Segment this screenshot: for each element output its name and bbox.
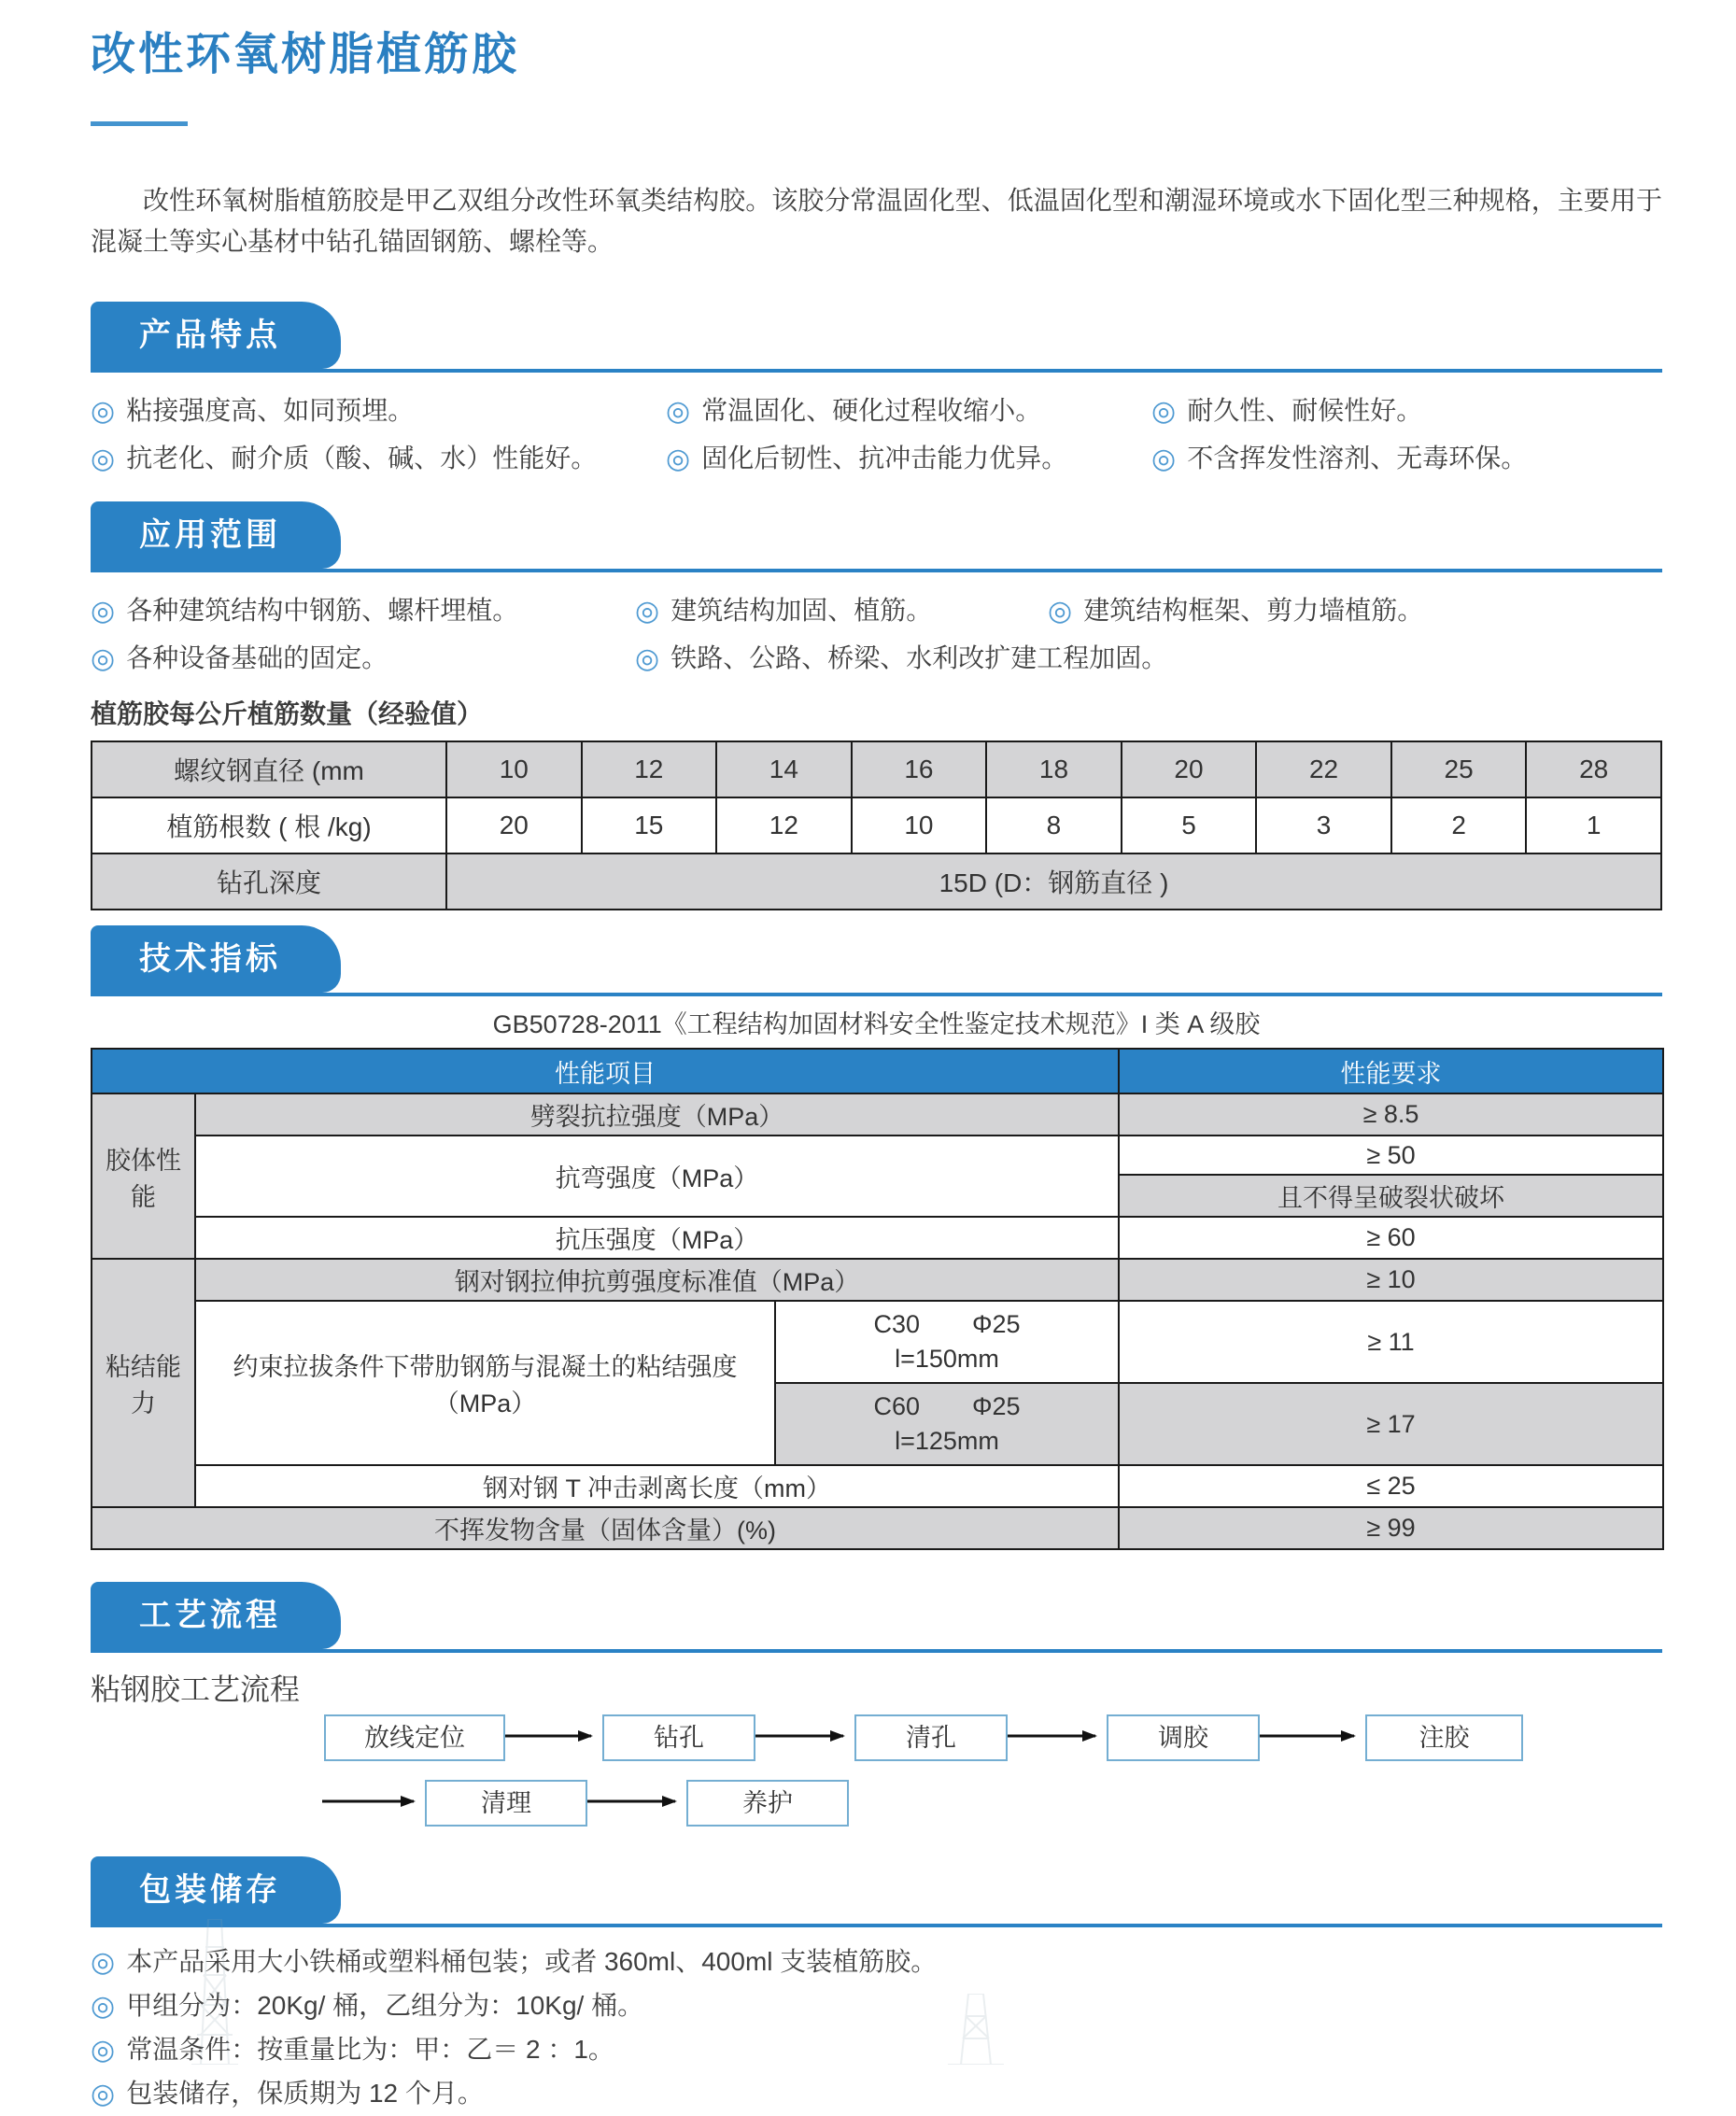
bullet-icon: ◎ bbox=[91, 1991, 116, 2022]
specs-badge: 技术指标 bbox=[91, 925, 341, 993]
application-item-text: 各种建筑结构中钢筋、螺杆埋植。 bbox=[126, 596, 519, 625]
table-cell: 25 bbox=[1391, 741, 1527, 797]
bullet-icon: ◎ bbox=[91, 596, 116, 627]
packaging-item-text: 常温条件：按重量比为：甲：乙＝ 2 ：1。 bbox=[126, 2035, 614, 2064]
table-row bbox=[92, 1301, 1663, 1383]
table-row bbox=[92, 797, 1661, 853]
table-cell: 28 bbox=[1526, 741, 1661, 797]
concrete-grade: C30 bbox=[873, 1310, 920, 1338]
anchor-table-title: 植筋胶每公斤植筋数量（经验值） bbox=[91, 699, 484, 728]
bullet-icon: ◎ bbox=[91, 444, 116, 474]
process-flow-label: 粘钢胶工艺流程 bbox=[91, 1672, 301, 1706]
table-cell: 15 bbox=[582, 797, 717, 853]
table-cell: 12 bbox=[716, 797, 852, 853]
table-cell: 15D (D：钢筋直径 ) bbox=[446, 853, 1661, 910]
rebar-diameter: Φ25 bbox=[971, 1392, 1021, 1420]
packaging-badge: 包装储存 bbox=[91, 1856, 341, 1924]
feature-item-text: 固化后韧性、抗冲击能力优异。 bbox=[701, 444, 1068, 473]
bullet-icon: ◎ bbox=[91, 396, 116, 427]
table-header-row bbox=[92, 1049, 1663, 1093]
table-row bbox=[92, 1093, 1663, 1136]
group-header-cell: 粘结能力 bbox=[92, 1259, 195, 1507]
bullet-icon: ◎ bbox=[91, 2079, 116, 2109]
embed-length: l=150mm bbox=[895, 1345, 999, 1373]
table-row bbox=[92, 1507, 1663, 1549]
spec-label-cell: 不挥发物含量（固体含量）(%) bbox=[92, 1507, 1119, 1549]
table-cell: 8 bbox=[986, 797, 1122, 853]
packaging-item bbox=[91, 1940, 1662, 1984]
section-header-specs bbox=[91, 925, 1662, 996]
table-row bbox=[92, 1217, 1663, 1259]
features-list bbox=[91, 388, 1662, 483]
column-header-cell: 性能要求 bbox=[1119, 1049, 1663, 1093]
process-flowchart bbox=[91, 1711, 1662, 1853]
feature-item bbox=[91, 388, 666, 435]
group-header-cell: 胶体性能 bbox=[92, 1093, 195, 1259]
document-page bbox=[91, 0, 1662, 2116]
table-cell: 3 bbox=[1256, 797, 1391, 853]
table-row bbox=[92, 741, 1661, 797]
table-cell: 16 bbox=[852, 741, 987, 797]
row-header-cell: 钻孔深度 bbox=[92, 853, 446, 910]
table-row bbox=[92, 1259, 1663, 1301]
feature-item bbox=[1151, 388, 1662, 435]
table-row bbox=[92, 853, 1661, 910]
spec-label-cell: 钢对钢 T 冲击剥离长度（mm） bbox=[195, 1465, 1119, 1507]
process-badge: 工艺流程 bbox=[91, 1582, 341, 1649]
table-cell: 2 bbox=[1391, 797, 1527, 853]
packaging-list bbox=[91, 1940, 1662, 2116]
spec-label-cell: 抗压强度（MPa） bbox=[195, 1217, 1119, 1259]
concrete-grade: C60 bbox=[873, 1392, 920, 1420]
row-header-cell: 螺纹钢直径 (mm bbox=[92, 741, 446, 797]
table-cell: 18 bbox=[986, 741, 1122, 797]
packaging-item-text: 甲组分为：20Kg/ 桶，乙组分为：10Kg/ 桶。 bbox=[126, 1991, 644, 2020]
table-cell: 10 bbox=[852, 797, 987, 853]
table-cell: 1 bbox=[1526, 797, 1661, 853]
empty-cell bbox=[1048, 635, 1662, 683]
feature-item bbox=[666, 388, 1151, 435]
packaging-item bbox=[91, 2028, 1662, 2072]
condition-content bbox=[785, 1310, 1108, 1374]
spec-value-cell: ≥ 17 bbox=[1119, 1383, 1663, 1465]
spec-value-cell: ≥ 10 bbox=[1119, 1259, 1663, 1301]
packaging-item bbox=[91, 1984, 1662, 2028]
table-cell: 12 bbox=[582, 741, 717, 797]
spec-value-cell: ≤ 25 bbox=[1119, 1465, 1663, 1507]
spec-value-cell: ≥ 60 bbox=[1119, 1217, 1663, 1259]
feature-item-text: 常温固化、硬化过程收缩小。 bbox=[701, 396, 1042, 425]
feature-item-text: 抗老化、耐介质（酸、碱、水）性能好。 bbox=[126, 444, 598, 473]
spec-standard-caption: GB50728-2011《工程结构加固材料安全性鉴定技术规范》I 类 A 级胶 bbox=[492, 1010, 1261, 1038]
spec-label-cell: 抗弯强度（MPa） bbox=[195, 1136, 1119, 1217]
bullet-icon: ◎ bbox=[1151, 396, 1177, 427]
flow-step: 清孔 bbox=[854, 1714, 1008, 1761]
feature-item-text: 不含挥发性溶剂、无毒环保。 bbox=[1187, 444, 1528, 473]
applications-badge: 应用范围 bbox=[91, 501, 341, 569]
application-item-text: 各种设备基础的固定。 bbox=[126, 643, 388, 672]
section-header-packaging bbox=[91, 1856, 1662, 1927]
packaging-item bbox=[91, 2072, 1662, 2116]
condition-content bbox=[785, 1392, 1108, 1456]
table-cell: 14 bbox=[716, 741, 852, 797]
application-item bbox=[1048, 587, 1662, 635]
rebar-diameter: Φ25 bbox=[971, 1310, 1021, 1338]
application-item bbox=[91, 635, 635, 683]
spec-value-cell: ≥ 11 bbox=[1119, 1301, 1663, 1383]
application-item-text: 建筑结构框架、剪力墙植筋。 bbox=[1083, 596, 1424, 625]
application-item bbox=[635, 635, 1168, 683]
feature-item-text: 耐久性、耐候性好。 bbox=[1187, 396, 1423, 425]
spec-value-cell: ≥ 99 bbox=[1119, 1507, 1663, 1549]
table-cell: 20 bbox=[1122, 741, 1257, 797]
embed-length: l=125mm bbox=[895, 1427, 999, 1455]
spec-condition-cell bbox=[775, 1383, 1119, 1465]
feature-item bbox=[666, 435, 1151, 483]
application-item bbox=[91, 587, 635, 635]
application-item-text: 建筑结构加固、植筋。 bbox=[670, 596, 933, 625]
title-underline bbox=[91, 121, 188, 126]
application-item bbox=[635, 587, 1048, 635]
flow-step: 养护 bbox=[686, 1780, 849, 1827]
bullet-icon: ◎ bbox=[1048, 596, 1073, 627]
spec-label-cell: 钢对钢拉伸抗剪强度标准值（MPa） bbox=[195, 1259, 1119, 1301]
spec-table bbox=[91, 1048, 1664, 1550]
anchor-quantity-table bbox=[91, 741, 1662, 910]
table-cell: 20 bbox=[446, 797, 582, 853]
flow-step: 放线定位 bbox=[324, 1714, 505, 1761]
application-item-text: 铁路、公路、桥梁、水利改扩建工程加固。 bbox=[670, 643, 1168, 672]
spec-label-cell: 劈裂抗拉强度（MPa） bbox=[195, 1093, 1119, 1136]
spec-value-cell: 且不得呈破裂状破坏 bbox=[1119, 1175, 1663, 1217]
spec-value-cell: ≥ 50 bbox=[1119, 1136, 1663, 1175]
spec-label-cell: 约束拉拔条件下带肋钢筋与混凝土的粘结强度（MPa） bbox=[195, 1301, 775, 1465]
flow-step: 调胶 bbox=[1107, 1714, 1260, 1761]
spec-value-cell: ≥ 8.5 bbox=[1119, 1093, 1663, 1136]
row-header-cell: 植筋根数 ( 根 /kg) bbox=[92, 797, 446, 853]
flow-step: 注胶 bbox=[1365, 1714, 1523, 1761]
applications-list bbox=[91, 587, 1662, 683]
feature-item bbox=[1151, 435, 1662, 483]
section-header-process bbox=[91, 1582, 1662, 1653]
feature-item-text: 粘接强度高、如同预埋。 bbox=[126, 396, 415, 425]
bullet-icon: ◎ bbox=[635, 596, 660, 627]
page-title: 改性环氧树脂植筋胶 bbox=[91, 30, 520, 79]
bullet-icon: ◎ bbox=[91, 1947, 116, 1978]
flow-step: 钻孔 bbox=[602, 1714, 755, 1761]
bullet-icon: ◎ bbox=[666, 396, 691, 427]
section-header-features bbox=[91, 302, 1662, 373]
section-header-applications bbox=[91, 501, 1662, 572]
bullet-icon: ◎ bbox=[635, 643, 660, 674]
spec-condition-cell bbox=[775, 1301, 1119, 1383]
table-cell: 10 bbox=[446, 741, 582, 797]
features-badge: 产品特点 bbox=[91, 302, 341, 369]
table-cell: 5 bbox=[1122, 797, 1257, 853]
bullet-icon: ◎ bbox=[91, 643, 116, 674]
column-header-cell: 性能项目 bbox=[92, 1049, 1119, 1093]
packaging-item-text: 本产品采用大小铁桶或塑料桶包装；或者 360ml、400ml 支装植筋胶。 bbox=[126, 1947, 938, 1976]
table-cell: 22 bbox=[1256, 741, 1391, 797]
bullet-icon: ◎ bbox=[91, 2035, 116, 2066]
feature-item bbox=[91, 435, 666, 483]
table-row bbox=[92, 1136, 1663, 1175]
table-row bbox=[92, 1465, 1663, 1507]
bullet-icon: ◎ bbox=[666, 444, 691, 474]
bullet-icon: ◎ bbox=[1151, 444, 1177, 474]
intro-paragraph: 改性环氧树脂植筋胶是甲乙双组分改性环氧类结构胶。该胶分常温固化型、低温固化型和潮湿环境或水下固化型三种规格，主要用于混凝土等实心基材中钻孔锚固钢筋、螺栓等。 bbox=[91, 186, 1662, 256]
packaging-item-text: 包装储存，保质期为 12 个月。 bbox=[126, 2079, 484, 2108]
flow-step: 清理 bbox=[425, 1780, 587, 1827]
